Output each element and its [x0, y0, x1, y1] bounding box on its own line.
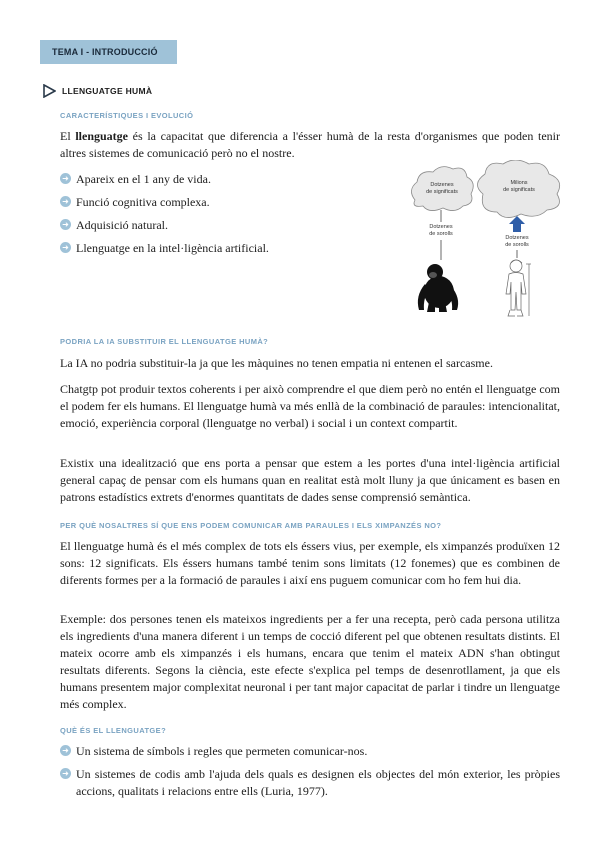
list-item: ➜ Un sistema de símbols i regles que permeten comunicar-nos. [60, 743, 560, 760]
list-item: ➜ Un sistemes de codis amb l'ajuda dels quals es designen els objectes del món exterior, les pròpies accions, qualitats i relacions entre ells (Luria, 1977). [60, 766, 560, 800]
label-right-line1: Dotzenes [505, 235, 529, 241]
heading-ia-substitute: PODRIA LA IA SUBSTITUIR EL LLENGUATGE HUMÀ? [60, 337, 269, 346]
term-llenguatge: llenguatge [75, 129, 129, 143]
arrow-circle-icon: ➜ [60, 745, 71, 756]
arrow-circle-icon: ➜ [60, 173, 71, 184]
paragraph: Exemple: dos persones tenen els mateixos ingredients per a fer una recepta, però cada persona utilitza els ingredients d'una manera diferent i un temps de cocció diferent pel que obtenen resultats distints. El mateix ocorre amb els ximpanzés i els humans, encara que tenim el mateix ADN s'han obtingut resultats diferents. Segons la ciència, este efecte s'explica pel temps de desenrotllament, ja que els humans presentem major complexitat neuronal i per tant major capacitat de parlar i tindre un llenguatge més complex. [60, 612, 560, 711]
arrow-circle-icon: ➜ [60, 768, 71, 779]
chimp-vs-human-figure [405, 160, 570, 330]
definitions-list [60, 743, 560, 800]
paragraph: Existix una idealització que ens porta a pensar que estem a les portes d'una intel·ligència artificial general capaç de pensar com els humans quan en realitat està molt lluny ja que únicament es basen en patrons estadístics extrets d'enormes quantitats de dades sense comprensió semàntica. [60, 456, 560, 504]
topic-tag: TEMA I - INTRODUCCIÓ [40, 40, 177, 64]
heading-characteristics: CARACTERÍSTIQUES I EVOLUCIÓ [60, 111, 194, 120]
section-title-text: LLENGUATGE HUMÀ [62, 86, 153, 96]
up-arrow-icon [509, 216, 525, 232]
label-right-line2: de sorolls [505, 242, 529, 248]
arrow-circle-icon: ➜ [60, 196, 71, 207]
arrow-circle-icon: ➜ [60, 242, 71, 253]
list-item: ➜ Adquisició natural. [60, 217, 269, 240]
list-item: ➜ Apareix en el 1 any de vida. [60, 171, 269, 194]
cloud-right-line1: Milions [510, 180, 528, 186]
section-title [42, 84, 152, 98]
heading-what-is-language: QUÈ ÉS EL LLENGUATGE? [60, 726, 167, 735]
human-illustration [506, 260, 531, 316]
paragraph: El llenguatge humà és el més complex de tots els éssers vius, per exemple, els ximpanzés produïxen 12 sons: 12 significats. Els éssers humans també tenim sons limitats (12 fonemes) que es combinen de diferents formes per a la formació de paraules i així ens puguem comunicar com ho fem hui dia. [60, 539, 560, 587]
paragraph: La IA no podria substituir-la ja que les màquines no tenen empatia ni entenen el sarcasme. [60, 356, 493, 370]
characteristics-list [60, 171, 269, 263]
label-left-line2: de sorolls [429, 231, 453, 237]
heading-chimps: PER QUÈ NOSALTRES SÍ QUE ENS PODEM COMUNICAR AMB PARAULES I ELS XIMPANZÉS NO? [60, 521, 442, 530]
chimpanzee-illustration [418, 264, 458, 312]
label-left-line1: Dotzenes [429, 224, 453, 230]
cloud-right-line2: de significats [503, 187, 535, 193]
cloud-left-line2: de significats [426, 189, 458, 195]
intro-paragraph: El llenguatge és la capacitat que diferencia a l'ésser humà de la resta d'organismes que poden tenir altres sistemes de comunicació però no el nostre. [60, 129, 560, 160]
cloud-left-line1: Dotzenes [430, 182, 454, 188]
paragraph: Chatgtp pot produir textos coherents i per això comprendre el que diem però no entén el llenguatge com el podem fer els humans. El llenguatge humà va més enllà de la combinació de paraules: intencionalitat, emoció, experiència corporal (llenguatge no verbal) i social i un context compartit. [60, 382, 560, 430]
play-arrow-icon [42, 84, 56, 98]
list-item: ➜ Funció cognitiva complexa. [60, 194, 269, 217]
arrow-circle-icon: ➜ [60, 219, 71, 230]
list-item: ➜ Llenguatge en la intel·ligència artificial. [60, 240, 269, 263]
